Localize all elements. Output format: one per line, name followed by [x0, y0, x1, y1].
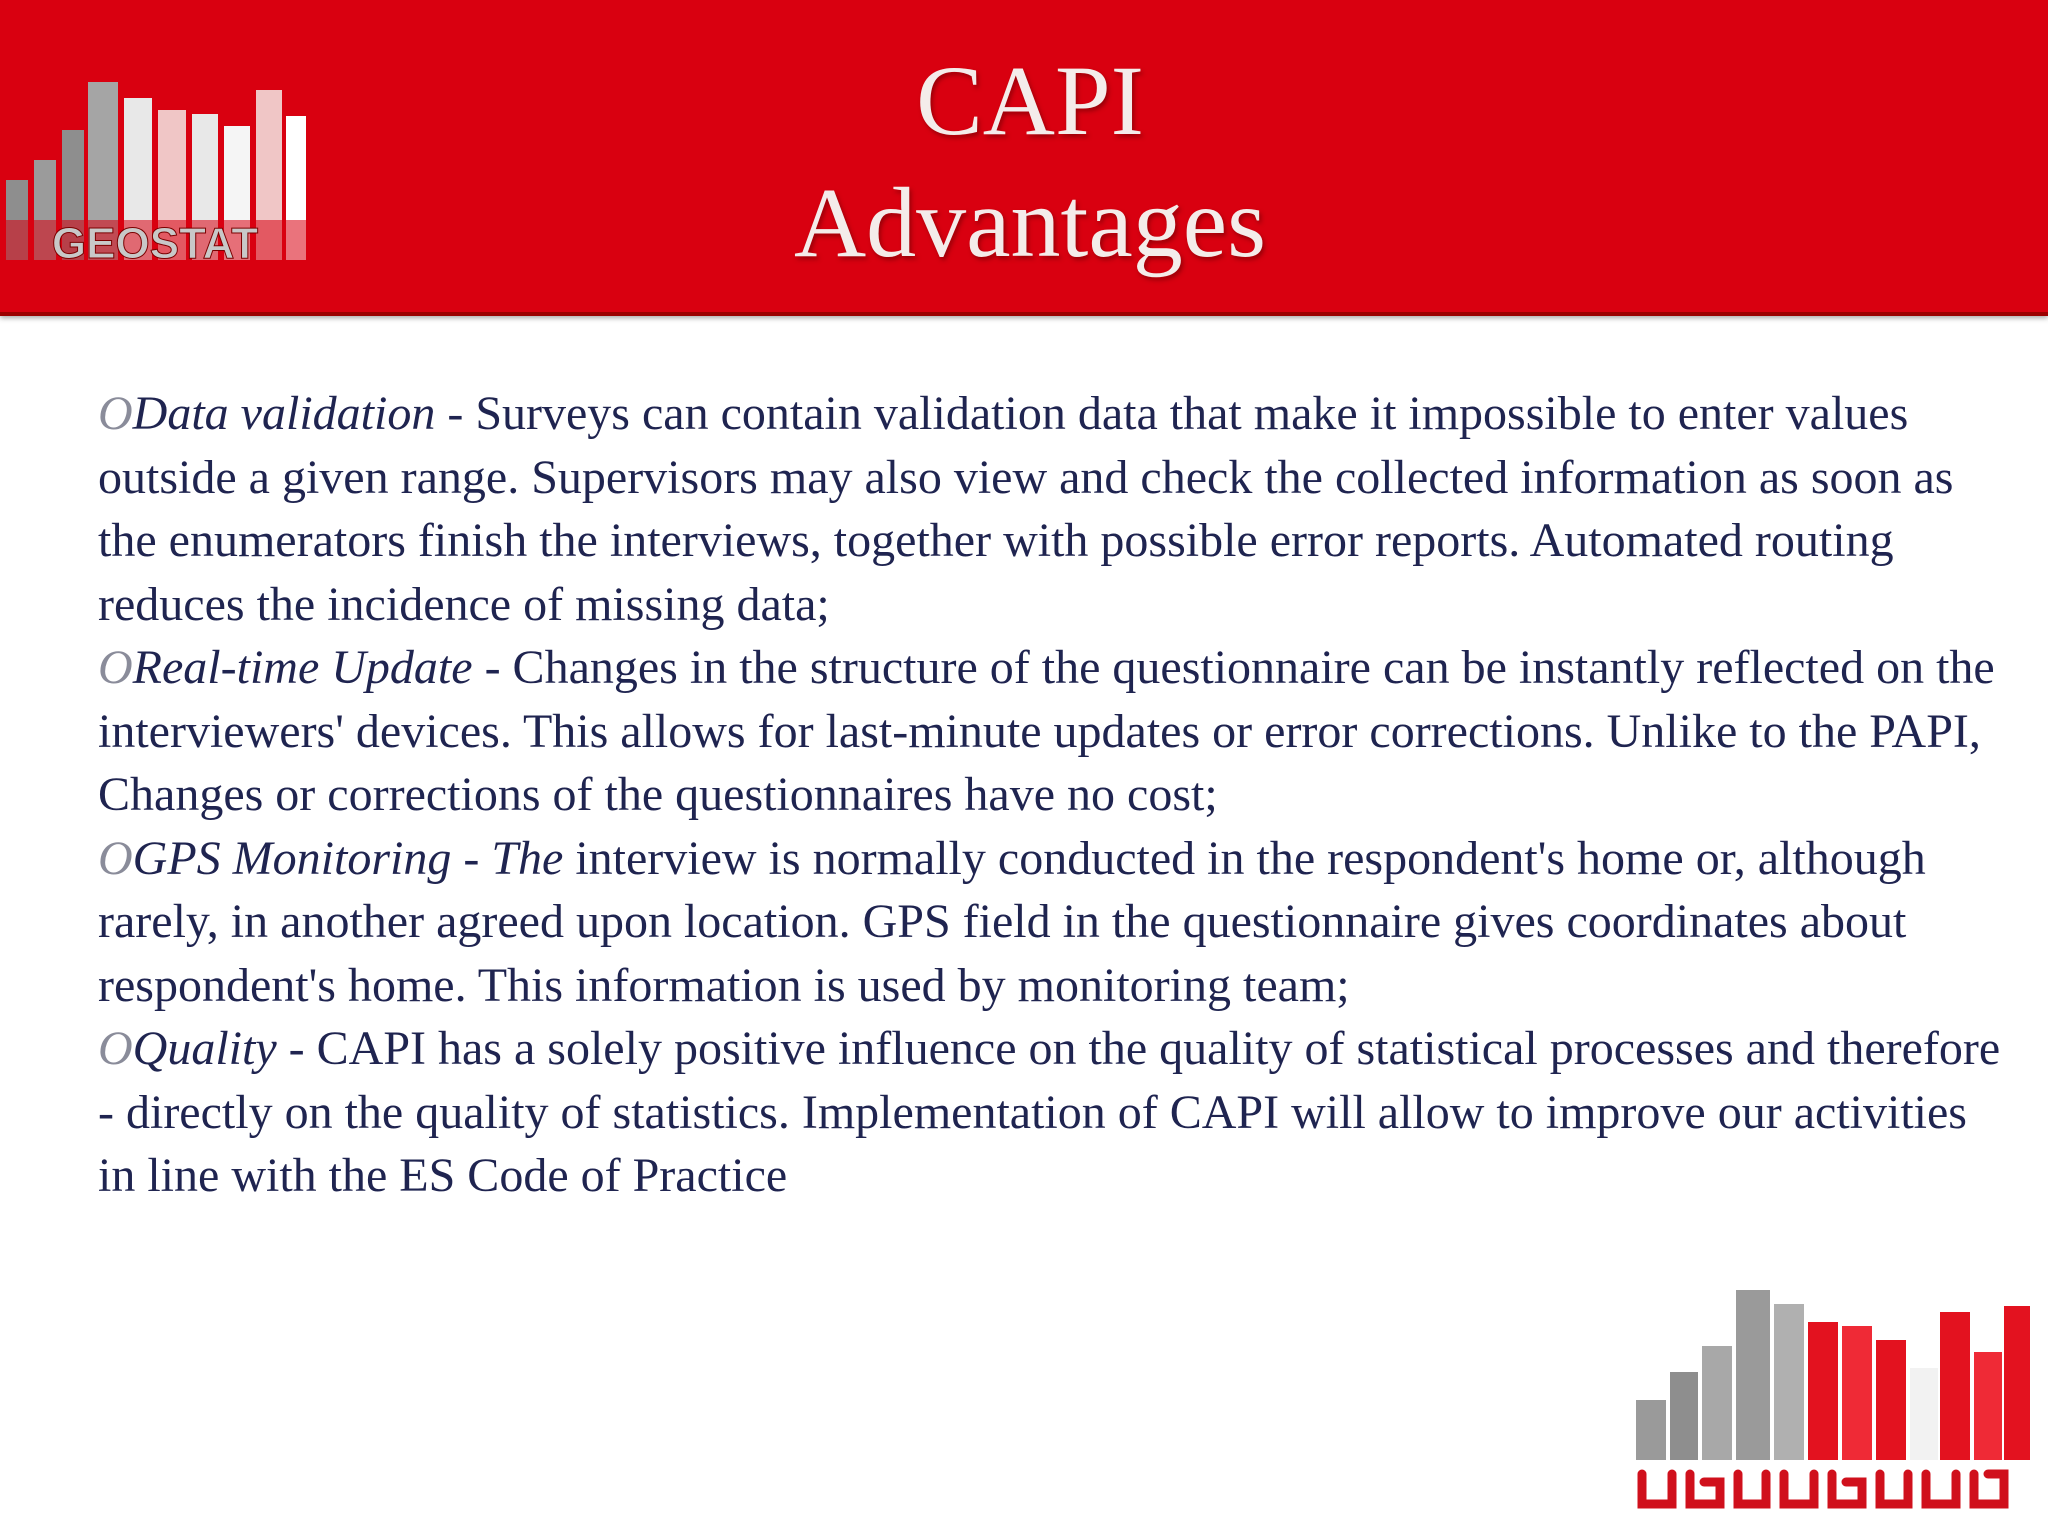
- item-text: - Changes in the structure of the questionnaire can be instantly reflected on the interviewers' devices. This allows for last-minute updates or error corrections. Unlike to the PAPI, Changes or corrections of the questionnaires have no cost;: [98, 641, 1995, 821]
- bullet-marker: O: [98, 831, 133, 885]
- title-line-1: CAPI: [916, 45, 1144, 156]
- page-title: [640, 40, 1420, 284]
- item-term: Quality: [132, 1022, 277, 1075]
- bullet-marker: O: [98, 387, 133, 440]
- list-item: [98, 827, 2008, 1018]
- item-text: - Surveys can contain validation data that make it impossible to enter values outside a given range. Supervisors may also view and check the collected information as soon as the enumerators finish the interviews, together with possible error reports. Automated routing reduces the incidence of missing data;: [98, 387, 1954, 631]
- geostat-logo: [0, 70, 310, 280]
- header-divider: [0, 312, 2048, 316]
- item-text: - CAPI has a solely positive influence on the quality of statistical processes and therefore - directly on the quality of statistics. Implementation of CAPI will allow to improve our activities in line with the ES Code of Practice: [98, 1022, 2001, 1202]
- item-term: GPS Monitoring - The: [132, 831, 564, 885]
- advantages-list: [98, 382, 2008, 1208]
- item-term: Real-time Update: [132, 641, 473, 694]
- geostat-georgian-logo: [1632, 1282, 2032, 1532]
- item-term: Data validation: [132, 387, 448, 440]
- item-text: interview is normally conducted in the respondent's home or, although rarely, in another agreed upon location. GPS field in the questionnaire gives coordinates about respondent's home. This information is used by monitoring team;: [98, 831, 1926, 1012]
- list-item: [98, 382, 2008, 636]
- bullet-marker: O: [98, 641, 133, 694]
- list-item: [98, 1017, 2008, 1208]
- list-item: [98, 636, 2008, 827]
- logo-text: GEOSTAT: [51, 219, 259, 268]
- bullet-marker: O: [98, 1022, 133, 1075]
- header-banner: [0, 0, 2048, 312]
- title-line-2: Advantages: [793, 167, 1267, 278]
